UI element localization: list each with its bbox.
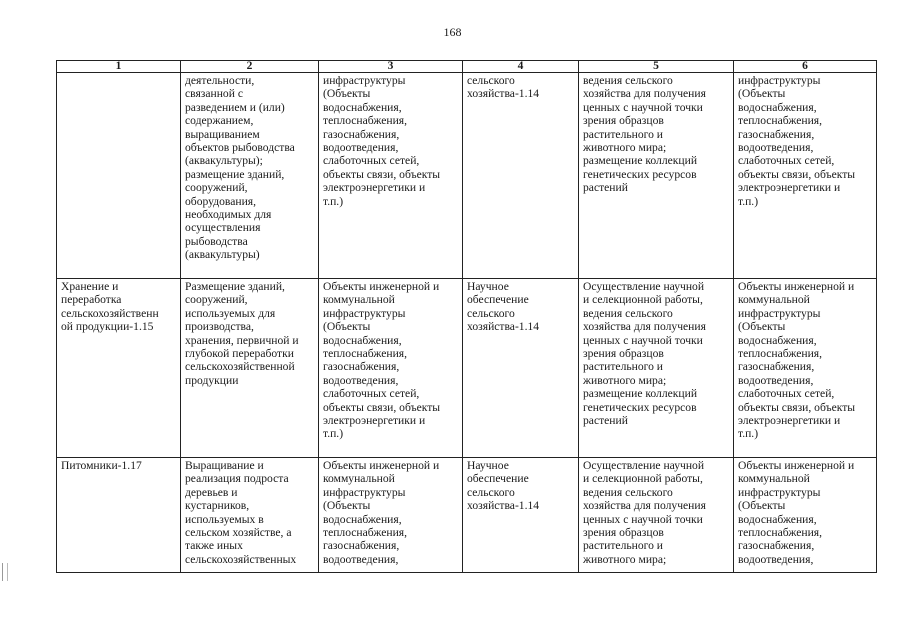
header-col-5: 5 — [579, 61, 734, 73]
table-cell — [319, 73, 463, 279]
table-row — [57, 73, 877, 279]
header-col-1: 1 — [57, 61, 181, 73]
table-cell — [181, 458, 319, 573]
cell-text: Объекты инженерной и коммунальной инфраструктуры (Объекты водоснабжения, теплоснабжения, газоснабжения, водоотведения, — [738, 459, 855, 566]
header-col-6: 6 — [734, 61, 877, 73]
table-cell — [57, 73, 181, 279]
table-cell — [319, 458, 463, 573]
table-cell — [181, 279, 319, 458]
cell-text: Объекты инженерной и коммунальной инфраструктуры (Объекты водоснабжения, теплоснабжения, газоснабжения, водоотведения, слаботочных сетей, объекты связи, объекты электроэнергетики и т.п.) — [738, 280, 856, 441]
cell-text: Объекты инженерной и коммунальной инфраструктуры (Объекты водоснабжения, теплоснабжения, газоснабжения, водоотведения, — [323, 459, 440, 566]
table-cell — [734, 279, 877, 458]
cell-text: Питомники-1.17 — [61, 459, 142, 472]
cell-text: сельского хозяйства-1.14 — [467, 74, 540, 101]
table-header-row — [57, 61, 877, 73]
cell-text: ведения сельского хозяйства для получения ценных с научной точки зрения образцов растительного и животного мира; размещение коллекций генетических ресурсов растений — [583, 74, 706, 195]
scan-margin-mark — [2, 563, 8, 581]
table-cell — [579, 458, 734, 573]
page-number: 168 — [443, 25, 462, 39]
cell-text: Научное обеспечение сельского хозяйства-1.14 — [467, 459, 540, 513]
cell-text: деятельности, связанной с разведением и (или) содержанием, выращиванием объектов рыбоводства (аквакультуры); размещение зданий, сооружений, оборудования, необходимых для осуществления рыбоводства (аквакультуры) — [185, 74, 295, 262]
cell-text: Научное обеспечение сельского хозяйства-1.14 — [467, 280, 540, 334]
cell-text: инфраструктуры (Объекты водоснабжения, теплоснабжения, газоснабжения, водоотведения, слаботочных сетей, объекты связи, объекты электроэнергетики и т.п.) — [738, 74, 856, 208]
table-cell — [734, 458, 877, 573]
table-cell — [579, 73, 734, 279]
table-cell — [57, 279, 181, 458]
cell-text: Хранение и переработка сельскохозяйственн ой продукции-1.15 — [61, 280, 159, 334]
table-cell — [463, 458, 579, 573]
table-cell — [319, 279, 463, 458]
cell-text: инфраструктуры (Объекты водоснабжения, теплоснабжения, газоснабжения, водоотведения, слаботочных сетей, объекты связи, объекты электроэнергетики и т.п.) — [323, 74, 441, 208]
header-col-4: 4 — [463, 61, 579, 73]
cell-text: Осуществление научной и селекционной работы, ведения сельского хозяйства для получения ценных с научной точки зрения образцов растительного и животного мира; — [583, 459, 706, 566]
header-col-2: 2 — [181, 61, 319, 73]
table-row — [57, 279, 877, 458]
table-cell — [57, 458, 181, 573]
table-row — [57, 458, 877, 573]
cell-text: Размещение зданий, сооружений, используемых для производства, хранения, первичной и глубокой переработки сельскохозяйственной продукции — [185, 280, 299, 387]
table-cell — [463, 73, 579, 279]
table-cell — [579, 279, 734, 458]
cell-text: Осуществление научной и селекционной работы, ведения сельского хозяйства для получения ценных с научной точки зрения образцов растительного и животного мира; размещение коллекций генетических ресурсов растений — [583, 280, 706, 428]
regulation-table — [56, 60, 877, 573]
table-cell — [181, 73, 319, 279]
table-cell — [734, 73, 877, 279]
cell-text: Выращивание и реализация подроста деревьев и кустарников, используемых в сельском хозяйстве, а также иных сельскохозяйственных — [185, 459, 297, 566]
header-col-3: 3 — [319, 61, 463, 73]
table-cell — [463, 279, 579, 458]
cell-text: Объекты инженерной и коммунальной инфраструктуры (Объекты водоснабжения, теплоснабжения, газоснабжения, водоотведения, слаботочных сетей, объекты связи, объекты электроэнергетики и т.п.) — [323, 280, 441, 441]
